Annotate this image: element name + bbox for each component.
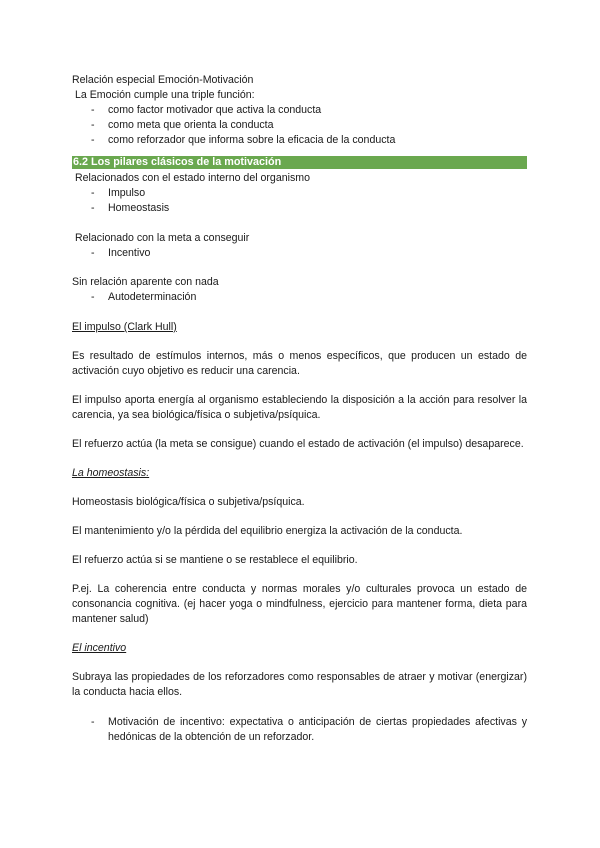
document-page	[72, 73, 527, 745]
group-label: Sin relación aparente con nada	[72, 276, 219, 288]
group-label: Relacionados con el estado interno del organismo	[75, 172, 310, 184]
paragraph: Homeostasis biológica/física o subjetiva/psíquica.	[72, 496, 305, 508]
list-item: - Autodeterminación	[72, 290, 527, 305]
intro-title: Relación especial Emoción-Motivación	[72, 74, 254, 86]
list-item: - Incentivo	[72, 246, 527, 261]
intro-subtitle: La Emoción cumple una triple función:	[75, 89, 255, 101]
section-heading: 6.2 Los pilares clásicos de la motivación	[72, 156, 527, 169]
group-list	[72, 246, 527, 261]
list-item: - Homeostasis	[72, 201, 527, 216]
list-item: - Motivación de incentivo: expectativa o anticipación de ciertas propiedades afectivas y hedónicas de la obtención de un reforzador.	[72, 715, 527, 745]
list-item: - como factor motivador que activa la conducta	[72, 103, 527, 118]
impulso-title: El impulso (Clark Hull)	[72, 321, 177, 333]
group-list	[72, 186, 527, 216]
paragraph: El refuerzo actúa (la meta se consigue) cuando el estado de activación (el impulso) desaparece.	[72, 438, 524, 450]
incentivo-list	[72, 715, 527, 745]
group-list	[72, 290, 527, 305]
paragraph: El refuerzo actúa si se mantiene o se restablece el equilibrio.	[72, 554, 358, 566]
list-item: - como reforzador que informa sobre la eficacia de la conducta	[72, 133, 527, 148]
incentivo-title: El incentivo	[72, 642, 127, 654]
homeostasis-title: La homeostasis:	[72, 467, 150, 479]
paragraph: El impulso aporta energía al organismo estableciendo la disposición a la acción para resolver la carencia, ya sea biológica/física o subjetiva/psíquica.	[72, 394, 527, 421]
group-label: Relacionado con la meta a conseguir	[75, 232, 250, 244]
paragraph: Es resultado de estímulos internos, más o menos específicos, que producen un estado de activación cuyo objetivo es reducir una carencia.	[72, 350, 527, 377]
paragraph: El mantenimiento y/o la pérdida del equilibrio energiza la activación de la conducta.	[72, 525, 463, 537]
list-item: - como meta que orienta la conducta	[72, 118, 527, 133]
paragraph: Subraya las propiedades de los reforzadores como responsables de atraer y motivar (energizar) la conducta hacia ellos.	[72, 671, 527, 698]
intro-list	[72, 103, 527, 148]
paragraph: P.ej. La coherencia entre conducta y normas morales y/o culturales provoca un estado de consonancia cognitiva. (ej hacer yoga o mindfulness, ejercicio para mantener forma, dieta para mantener salud)	[72, 583, 527, 625]
list-item: - Impulso	[72, 186, 527, 201]
